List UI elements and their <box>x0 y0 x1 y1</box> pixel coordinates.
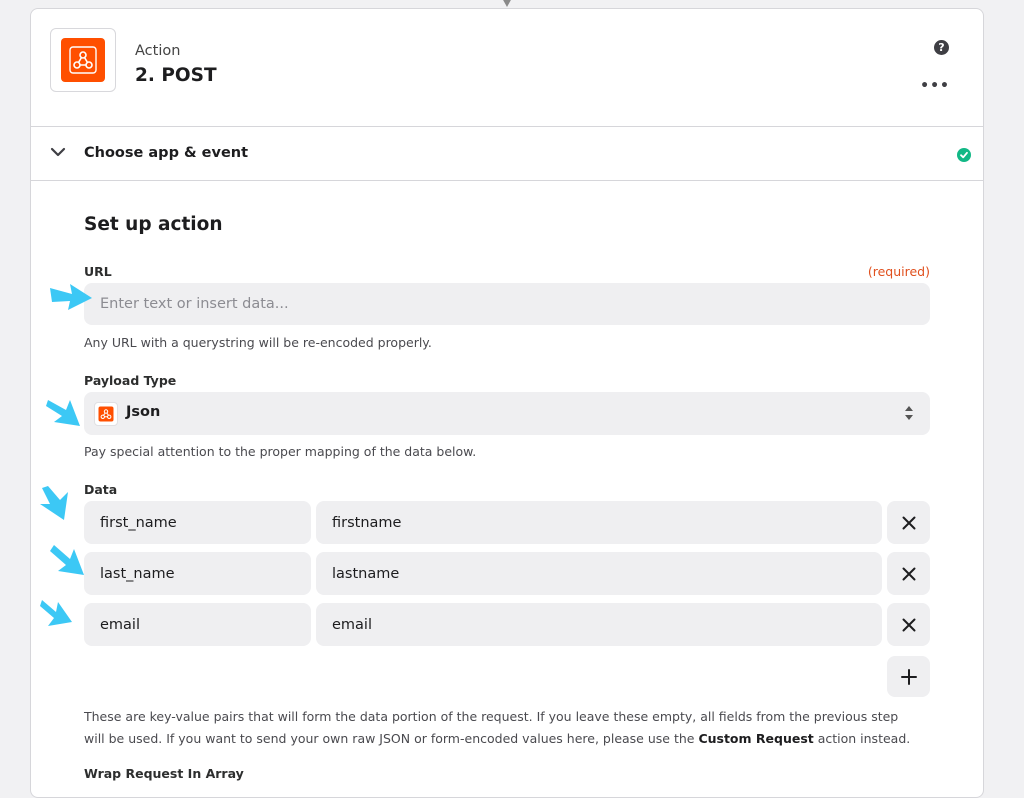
step-card <box>30 8 984 798</box>
payload-type-label: Payload Type <box>84 373 177 388</box>
close-icon <box>902 567 916 581</box>
payload-type-select[interactable] <box>84 392 930 435</box>
remove-row-button[interactable] <box>887 501 930 544</box>
data-key-input[interactable]: last_name <box>84 552 311 595</box>
annotation-arrow-icon <box>46 394 86 428</box>
url-input[interactable]: Enter text or insert data... <box>84 283 930 325</box>
help-icon[interactable]: ? <box>934 40 949 55</box>
data-help-text-part: These are key-value pairs that will form the data portion of the request. If you leave these empty, all fields from the previous step will be used. If you want to send your own raw JSON or form-encoded values here, please use the <box>84 709 899 746</box>
data-label: Data <box>84 482 118 497</box>
custom-request-link-text: Custom Request <box>698 731 814 746</box>
remove-row-button[interactable] <box>887 603 930 646</box>
payload-type-value: Json <box>126 404 161 420</box>
remove-row-button[interactable] <box>887 552 930 595</box>
step-header[interactable] <box>31 9 983 127</box>
step-kind-label: Action <box>135 43 181 59</box>
select-arrows-icon <box>904 404 914 422</box>
data-help-text <box>84 706 914 750</box>
data-value-input[interactable]: lastname <box>316 552 882 595</box>
plus-icon <box>901 669 917 685</box>
required-indicator: (required) <box>867 264 930 279</box>
data-value-input[interactable]: firstname <box>316 501 882 544</box>
close-icon <box>902 516 916 530</box>
more-options-icon[interactable]: ••• <box>920 78 950 94</box>
url-help-text: Any URL with a querystring will be re-encoded properly. <box>84 335 432 350</box>
webhook-icon <box>61 38 105 82</box>
url-label: URL <box>84 264 112 279</box>
annotation-arrow-icon <box>48 280 94 312</box>
data-value-input[interactable]: email <box>316 603 882 646</box>
annotation-arrow-icon <box>34 486 72 522</box>
close-icon <box>902 618 916 632</box>
data-row <box>84 501 930 544</box>
add-row-button[interactable] <box>887 656 930 697</box>
data-row <box>84 603 930 646</box>
choose-app-event-label: Choose app & event <box>84 145 249 161</box>
annotation-arrow-icon <box>50 543 90 579</box>
chevron-down-icon[interactable] <box>50 146 66 158</box>
connector-arrow <box>502 0 512 7</box>
annotation-arrow-icon <box>40 596 76 632</box>
data-key-input[interactable]: email <box>84 603 311 646</box>
payload-type-help-text: Pay special attention to the proper mapping of the data below. <box>84 444 477 459</box>
step-title: 2. POST <box>135 65 217 86</box>
choose-app-event-section[interactable] <box>31 127 983 181</box>
check-circle-icon <box>957 148 971 162</box>
data-help-text-part: action instead. <box>813 731 911 746</box>
app-icon-container <box>50 28 116 92</box>
wrap-request-label: Wrap Request In Array <box>84 766 244 781</box>
section-title: Set up action <box>84 214 223 235</box>
webhook-icon <box>94 402 118 426</box>
data-key-input[interactable]: first_name <box>84 501 311 544</box>
data-row <box>84 552 930 595</box>
